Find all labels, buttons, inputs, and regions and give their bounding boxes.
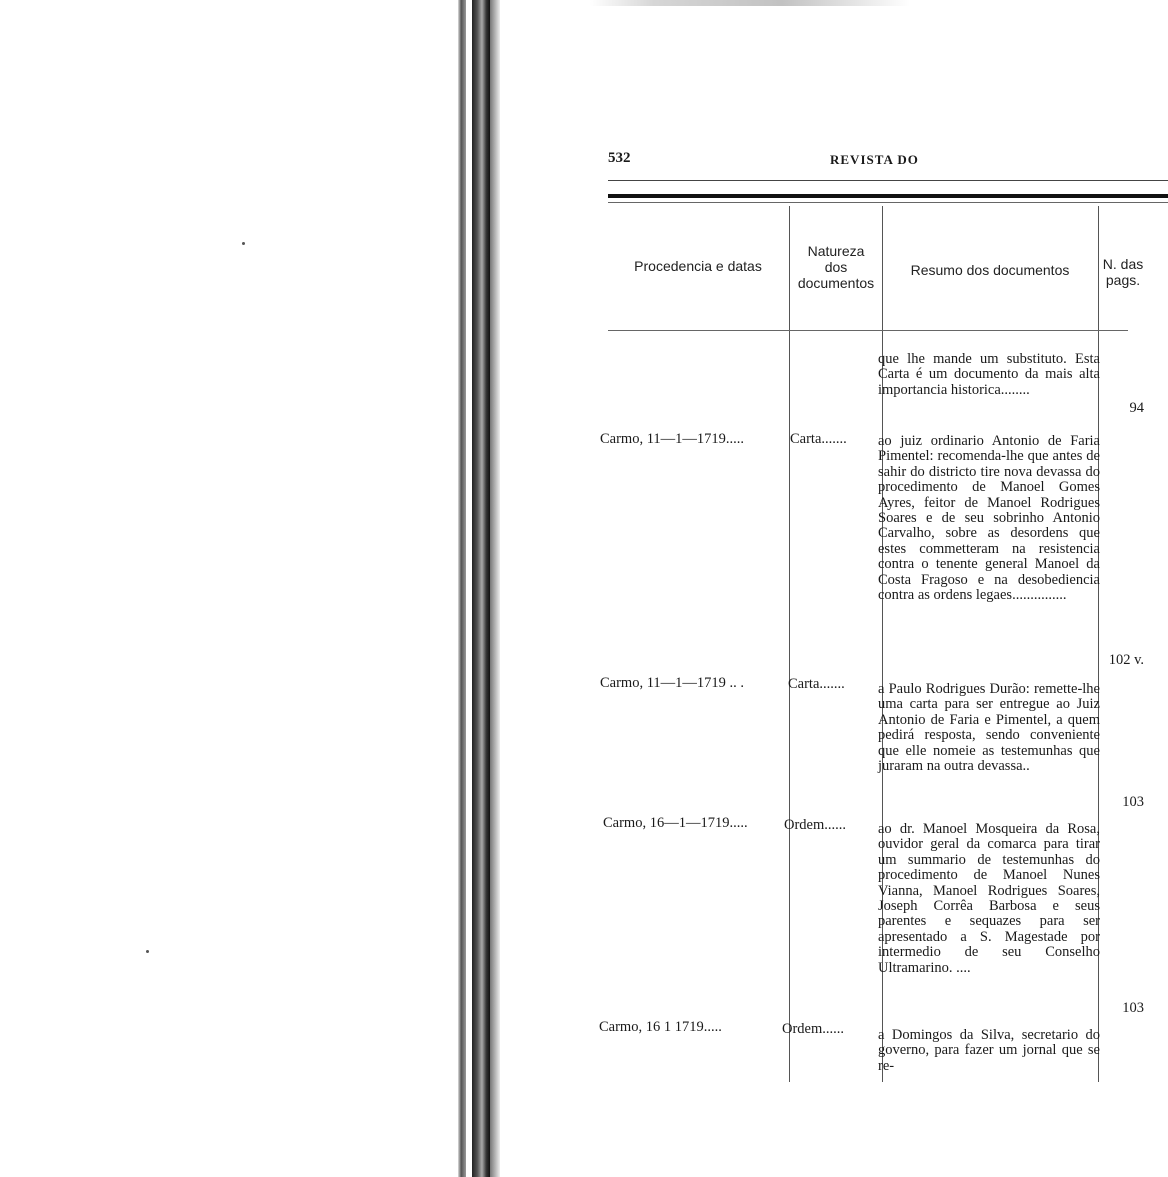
- header-rule: [608, 180, 1168, 181]
- header-bottom-rule: [608, 330, 1128, 331]
- row-resumo: a Domingos da Silva, secretario do governo, para fazer um jornal que se re-: [878, 1027, 1100, 1074]
- row-pags: 103: [1122, 1000, 1144, 1016]
- book-spine-shadow: [490, 0, 500, 1177]
- row-resumo: ao juiz ordinario Antonio de Faria Pimentel: recomenda-lhe que antes de sahir do districto tire nova devassa do procedimento de Manoel Gomes Ayres, feitor de Manoel Rodrigues Soares e de seu sobrinho Antonio Carvalho, sobre as desordens que estes commetteram na resistencia contra o tenente general Manoel da Costa Fragoso e na desobediencia contra as ordens legaes...............: [878, 433, 1100, 604]
- header-pags: [1098, 256, 1148, 288]
- header-natureza: [790, 243, 882, 291]
- row-resumo: ao dr. Manoel Mosqueira da Rosa, ouvidor geral da comarca para tirar um summario de testemunhas do procedimento de Manoel Nunes Vianna, Manoel Rodrigues Soares, Joseph Corrêa Barbosa e seus parentes e sequazes para ser apresentado a S. Magestade por intermedio de seu Conselho Ultramarino. ....: [878, 821, 1100, 976]
- scan-speck: [242, 242, 245, 245]
- header-pags-line: pags.: [1105, 272, 1141, 288]
- row-procedencia: Carmo, 11—1—1719 .. .: [600, 675, 745, 691]
- row-natureza: Ordem......: [784, 817, 847, 833]
- header-resumo: Resumo dos documentos: [910, 262, 1070, 278]
- header-rule-thick: [608, 194, 1168, 198]
- row-pags: 103: [1122, 794, 1144, 810]
- row-procedencia: Carmo, 16—1—1719.....: [603, 815, 748, 831]
- continuation-resumo: que lhe mande um substituto. Esta Carta é um documento da mais alta importancia historica........: [878, 351, 1100, 398]
- row-resumo: a Paulo Rodrigues Durão: remette-lhe uma carta para ser entregue ao Juiz Antonio de Faria e Pimentel, a quem pedirá resposta, sendo conveniente que elle nomeie as testemunhas que juraram na outra devassa..: [878, 681, 1100, 775]
- book-spine: [472, 0, 490, 1177]
- header-natureza-line: Natureza: [807, 243, 865, 259]
- row-pags: 102 v.: [1108, 652, 1144, 668]
- scan-smudge: [590, 0, 910, 6]
- row-natureza: Ordem......: [782, 1021, 845, 1037]
- header-natureza-line: dos: [824, 259, 848, 275]
- header-pags-line: N. das: [1102, 256, 1144, 272]
- continuation-pags: 94: [1129, 400, 1144, 416]
- header-procedencia: Procedencia e datas: [634, 258, 762, 274]
- row-natureza: Carta.......: [790, 431, 847, 447]
- page-number: 532: [608, 150, 631, 166]
- column-divider: [789, 206, 790, 1082]
- scan-speck: [146, 950, 149, 953]
- row-natureza: Carta.......: [788, 676, 845, 692]
- row-procedencia: Carmo, 11—1—1719.....: [600, 431, 745, 447]
- book-spine-edge: [458, 0, 466, 1177]
- row-procedencia: Carmo, 16 1 1719.....: [599, 1019, 722, 1035]
- running-head: [608, 150, 1168, 170]
- header-rule: [608, 202, 1168, 203]
- journal-title: REVISTA DO: [830, 152, 919, 167]
- header-natureza-line: documentos: [797, 275, 875, 291]
